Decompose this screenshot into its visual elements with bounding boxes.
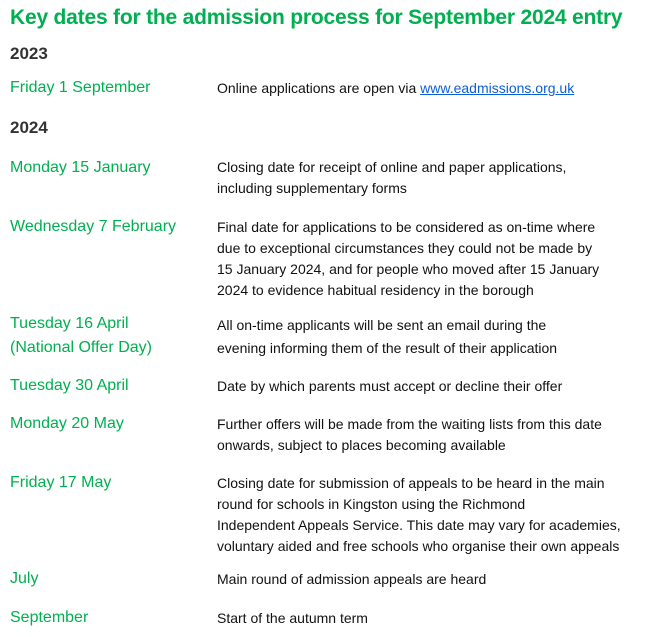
event-date-0: [10, 76, 210, 100]
date-line: (National Offer Day): [10, 339, 152, 356]
desc-line: 15 January 2024, and for people who moved after 15 January: [217, 261, 600, 277]
desc-line: All on-time applicants will be sent an email during the: [217, 317, 547, 333]
date-line: Friday 1 September: [10, 79, 151, 96]
year-heading-2024: 2024: [10, 118, 48, 137]
event-date-5: [10, 412, 210, 436]
event-desc-3: [217, 314, 643, 360]
desc-line: due to exceptional circumstances they could not be made by: [217, 240, 593, 256]
event-desc-4: [217, 376, 643, 397]
desc-text: Online applications are open via: [217, 80, 421, 96]
desc-line: Main round of admission appeals are heard: [217, 571, 487, 587]
date-line: Wednesday 7 February: [10, 218, 177, 235]
eadmissions-link[interactable]: www.eadmissions.org.uk: [420, 80, 575, 96]
event-desc-7: [217, 569, 643, 590]
date-line: September: [10, 609, 89, 626]
desc-line: evening informing them of the result of their application: [217, 340, 558, 356]
event-date-7: [10, 567, 210, 591]
event-desc-6: [217, 473, 643, 557]
date-line: July: [10, 570, 39, 587]
date-line: Tuesday 30 April: [10, 377, 129, 394]
desc-line: Closing date for submission of appeals to be heard in the main: [217, 475, 605, 491]
desc-line: onwards, subject to places becoming available: [217, 437, 506, 453]
desc-line: Final date for applications to be considered as on-time where: [217, 219, 596, 235]
desc-line: Start of the autumn term: [217, 610, 368, 626]
desc-line: including supplementary forms: [217, 180, 407, 196]
event-desc-1: [217, 157, 643, 199]
desc-line: 2024 to evidence habitual residency in the borough: [217, 282, 534, 298]
date-line: Monday 20 May: [10, 415, 124, 432]
event-desc-0: [217, 78, 643, 99]
page-title: Key dates for the admission process for September 2024 entry: [10, 6, 623, 29]
date-line: Tuesday 16 April: [10, 315, 129, 332]
event-date-8: [10, 606, 210, 630]
event-date-2: [10, 215, 210, 239]
desc-line: Further offers will be made from the waiting lists from this date: [217, 416, 602, 432]
date-line: Monday 15 January: [10, 159, 151, 176]
desc-line: round for schools in Kingston using the Richmond: [217, 496, 526, 512]
event-desc-5: [217, 414, 643, 456]
desc-line: voluntary aided and free schools who organise their own appeals: [217, 538, 620, 554]
event-desc-8: [217, 608, 643, 629]
desc-line: Independent Appeals Service. This date may vary for academies,: [217, 517, 621, 533]
event-date-1: [10, 156, 210, 180]
event-date-4: [10, 374, 210, 398]
event-desc-2: [217, 217, 643, 301]
date-line: Friday 17 May: [10, 474, 112, 491]
desc-line: Date by which parents must accept or decline their offer: [217, 378, 563, 394]
event-date-3: [10, 312, 210, 360]
event-date-6: [10, 471, 210, 495]
year-heading-2023: 2023: [10, 44, 48, 63]
desc-line: Closing date for receipt of online and paper applications,: [217, 159, 567, 175]
